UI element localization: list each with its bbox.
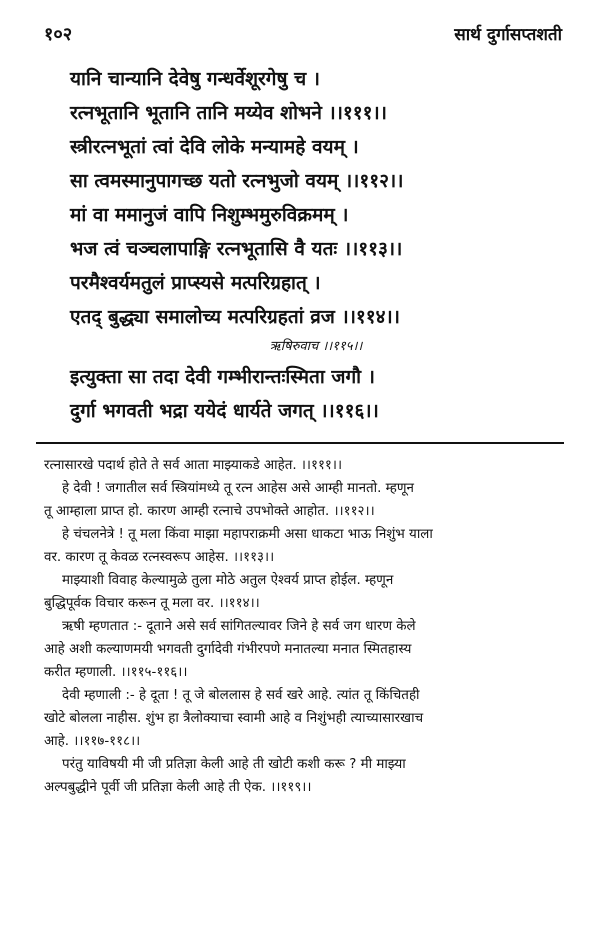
translation-line: माझ्याशी विवाह केल्यामुळे तुला मोठे अतुल ऐश्वर्य प्राप्त होईल. म्हणून bbox=[62, 573, 394, 588]
verse-line: मां वा ममानुजं वापि निशुम्भमुरुविक्रमम् । bbox=[70, 204, 349, 226]
translation-line: रत्नासारखे पदार्थ होते ते सर्व आता माझ्याकडे आहेत. ।।१११।। bbox=[44, 458, 343, 473]
translation-line: खोटे बोलला नाहीस. शुंभ हा त्रैलोक्याचा स्वामी आहे व निशुंभही त्याच्यासारखाच bbox=[44, 711, 424, 726]
verse-line: स्त्रीरत्नभूतां त्वां देवि लोके मन्यामहे वयम् । bbox=[70, 136, 359, 158]
translation-line: करीत म्हणाली. ।।११५-११६।। bbox=[44, 665, 188, 680]
verse-line: एतद् बुद्ध्या समालोच्य मत्परिग्रहतां व्रज ।।११४।। bbox=[70, 306, 400, 328]
verse-line: परमैश्वर्यमतुलं प्राप्स्यसे मत्परिग्रहात् । bbox=[70, 272, 321, 294]
translation-line: देवी म्हणाली :- हे दूता ! तू जे बोललास हे सर्व खरे आहे. त्यांत तू किंचितही bbox=[62, 688, 420, 703]
page-number: १०२ bbox=[44, 24, 73, 45]
translation-line: परंतु याविषयी मी जी प्रतिज्ञा केली आहे ती खोटी कशी करू ? मी माझ्या bbox=[62, 757, 406, 772]
verse-line: इत्युक्ता सा तदा देवी गम्भीरान्तःस्मिता जगौ । bbox=[70, 366, 375, 388]
sanskrit-verses-b bbox=[70, 360, 562, 428]
page-header bbox=[44, 22, 562, 56]
translation-line: आहे. ।।११७-११८।। bbox=[44, 734, 141, 749]
running-title: सार्थ दुर्गासप्तशती bbox=[454, 25, 562, 45]
translation-line: तू आम्हाला प्राप्त हो. कारण आम्ही रत्नाचे उपभोक्ते आहोत. ।।११२।। bbox=[44, 504, 375, 519]
speaker-heading: ऋषिरुवाच ।।११५।। bbox=[269, 339, 363, 354]
verse-line: दुर्गा भगवती भद्रा ययेदं धार्यते जगत् ।।११६।। bbox=[70, 400, 379, 422]
divider bbox=[36, 442, 564, 444]
sanskrit-verses-a bbox=[70, 62, 562, 334]
translation-line: हे देवी ! जगातील सर्व स्त्रियांमध्ये तू रत्न आहेस असे आम्ही मानतो. म्हणून bbox=[62, 481, 414, 496]
translation-line: ऋषी म्हणतात :- दूताने असे सर्व सांगितल्यावर जिने हे सर्व जग धारण केले bbox=[62, 619, 416, 634]
translation-line: अल्पबुद्धीने पूर्वी जी प्रतिज्ञा केली आहे ती ऐक. ।।११९।। bbox=[44, 780, 312, 795]
translation-line: हे चंचलनेत्रे ! तू मला किंवा माझा महापराक्रमी असा धाकटा भाऊ निशुंभ याला bbox=[62, 527, 433, 542]
verse-line: रत्नभूतानि भूतानि तानि मय्येव शोभने ।।१११।। bbox=[70, 102, 387, 124]
verse-line: भज त्वं चञ्चलापाङ्गि रत्नभूतासि वै यतः ।।११३।। bbox=[70, 238, 403, 260]
translation-line: बुद्धिपूर्वक विचार करून तू मला वर. ।।११४।। bbox=[44, 596, 260, 611]
verse-line: सा त्वमस्मानुपागच्छ यतो रत्नभुजो वयम् ।।११२।। bbox=[70, 170, 404, 192]
translation-line: आहे अशी कल्याणमयी भगवती दुर्गादेवी गंभीरपणे मनातल्या मनात स्मितहास्य bbox=[44, 642, 412, 657]
marathi-translation bbox=[44, 454, 562, 799]
verse-line: यानि चान्यानि देवेषु गन्धर्वेशूरगेषु च । bbox=[70, 68, 320, 90]
translation-line: वर. कारण तू केवळ रत्नस्वरूप आहेस. ।।११३।। bbox=[44, 550, 275, 565]
